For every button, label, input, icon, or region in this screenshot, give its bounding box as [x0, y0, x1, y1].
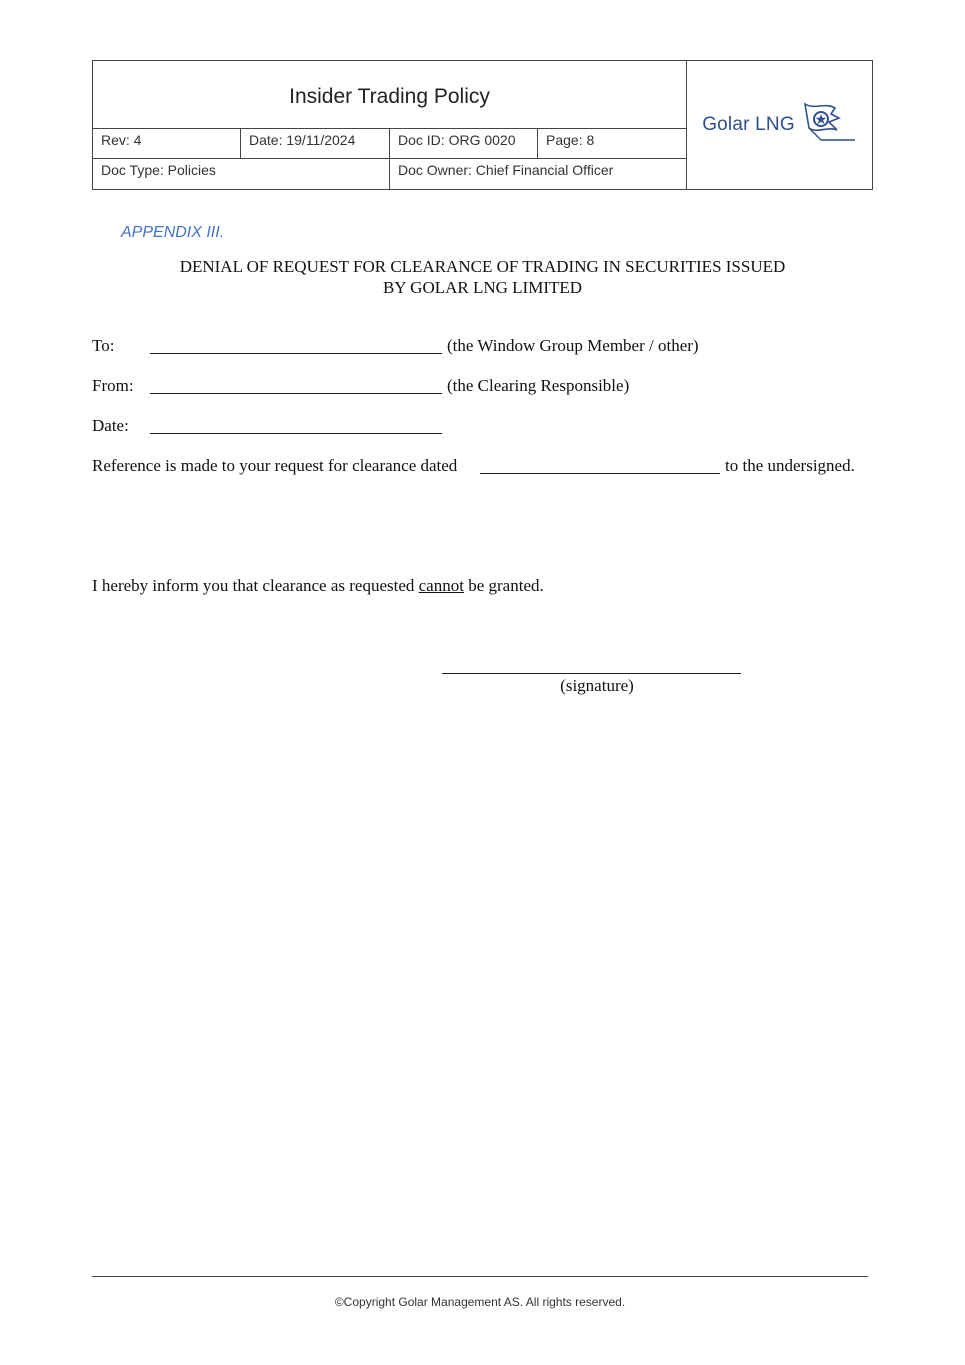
document-title-line-2: BY GOLAR LNG LIMITED [382, 278, 583, 297]
date-field-line[interactable] [150, 433, 442, 434]
to-suffix: (the Window Group Member / other) [447, 336, 699, 355]
document-header-table [92, 60, 873, 190]
reference-prefix: Reference is made to your request for clearance dated [92, 456, 458, 475]
from-label: From: [92, 376, 134, 395]
header-doc-owner: Doc Owner: Chief Financial Officer [390, 159, 687, 189]
document-title-line-1: DENIAL OF REQUEST FOR CLEARANCE OF TRADING IN SECURITIES ISSUED [179, 257, 786, 276]
header-rev: Rev: 4 [93, 129, 241, 159]
to-label: To: [92, 336, 115, 355]
flag-logo-icon [799, 100, 857, 151]
footer-copyright: ©Copyright Golar Management AS. All rights reserved. [334, 1295, 626, 1309]
inform-statement [92, 576, 544, 596]
document-title [92, 256, 873, 298]
date-label: Date: [92, 416, 129, 435]
header-doc-type: Doc Type: Policies [93, 159, 390, 189]
footer-divider [92, 1276, 868, 1277]
from-field-line[interactable] [150, 393, 442, 394]
signature-line[interactable] [442, 673, 741, 674]
inform-cannot: cannot [418, 576, 464, 595]
inform-prefix: I hereby inform you that clearance as requested [92, 576, 415, 595]
header-page: Page: 8 [538, 129, 687, 159]
reference-suffix: to the undersigned. [725, 456, 855, 475]
to-field-line[interactable] [150, 353, 442, 354]
header-date: Date: 19/11/2024 [241, 129, 390, 159]
signature-label: (signature) [560, 676, 634, 695]
from-suffix: (the Clearing Responsible) [447, 376, 630, 395]
logo-text: Golar LNG [702, 114, 795, 135]
reference-date-line[interactable] [480, 473, 720, 474]
header-doc-id: Doc ID: ORG 0020 [390, 129, 538, 159]
inform-suffix: be granted. [468, 576, 544, 595]
company-logo [687, 61, 872, 189]
appendix-heading: APPENDIX III. [121, 224, 225, 241]
header-title: Insider Trading Policy [93, 61, 687, 129]
